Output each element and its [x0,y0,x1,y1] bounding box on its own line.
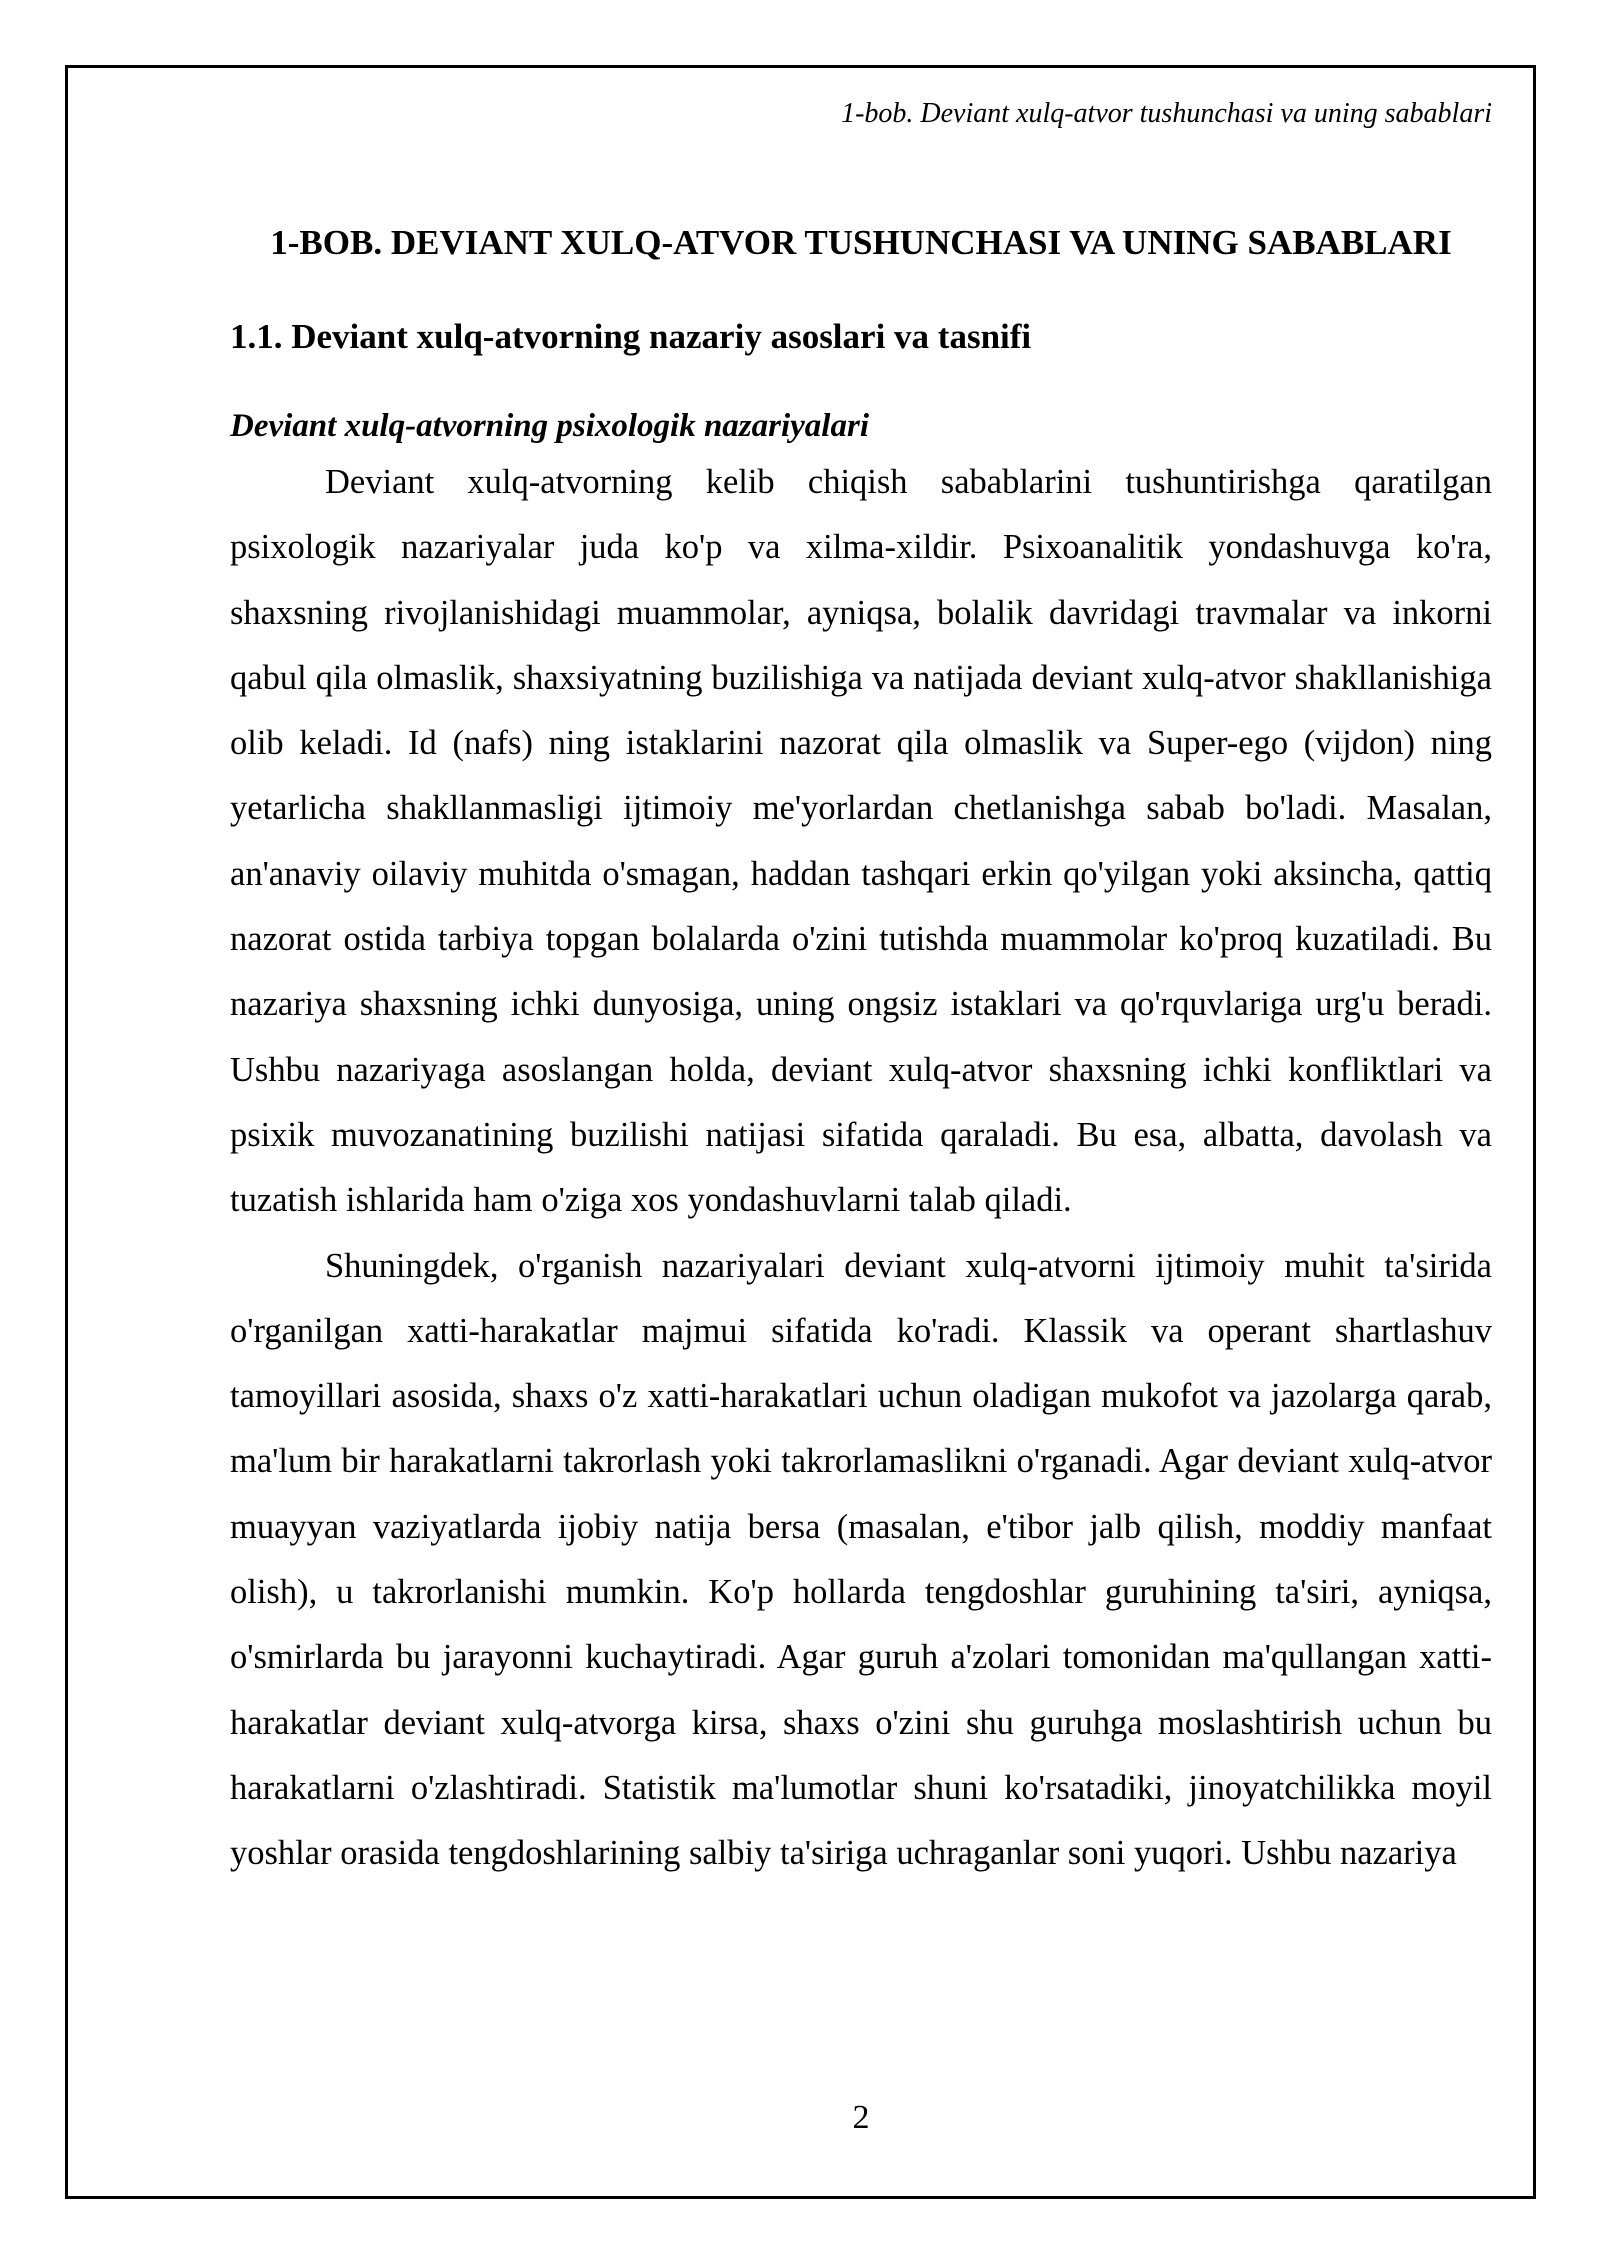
page-content [230,210,1492,1887]
body-paragraph: Deviant xulq-atvorning kelib chiqish sabablarini tushuntirishga qaratilgan psixologik nazariyalar juda ko'p va xilma-xildir. Psixoanalitik yondashuvga ko'ra, shaxsning rivojlanishidagi muammolar, ayniqsa, bolalik davridagi travmalar va inkorni qabul qila olmaslik, shaxsiyatning buzilishiga va natijada deviant xulq-atvor shakllanishiga olib keladi. Id (nafs) ning istaklarini nazorat qila olmaslik va Super-ego (vijdon) ning yetarlicha shakllanmasligi ijtimoiy me'yorlardan chetlanishga sabab bo'ladi. Masalan, an'anaviy oilaviy muhitda o'smagan, haddan tashqari erkin qo'yilgan yoki aksincha, qattiq nazorat ostida tarbiya topgan bolalarda o'zini tutishda muammolar ko'proq kuzatiladi. Bu nazariya shaxsning ichki dunyosiga, uning ongsiz istaklari va qo'rquvlariga urg'u beradi. Ushbu nazariyaga asoslangan holda, deviant xulq-atvor shaxsning ichki konfliktlari va psixik muvozanatining buzilishi natijasi sifatida qaraladi. Bu esa, albatta, davolash va tuzatish ishlarida ham o'ziga xos yondashuvlarni talab qiladi. [230,463,1492,1220]
section-title: 1.1. Deviant xulq-atvorning nazariy asoslari va tasnifi [230,317,1032,356]
subsection-title: Deviant xulq-atvorning psixologik nazariyalari [230,408,869,444]
chapter-title: 1-BOB. DEVIANT XULQ-ATVOR TUSHUNCHASI VA UNING SABABLARI [270,223,1452,262]
page-number: 2 [852,2099,870,2136]
body-paragraph: Shuningdek, o'rganish nazariyalari deviant xulq-atvorni ijtimoiy muhit ta'sirida o'rganilgan xatti-harakatlar majmui sifatida ko'radi. Klassik va operant shartlashuv tamoyillari asosida, shaxs o'z xatti-harakatlari uchun oladigan mukofot va jazolarga qarab, ma'lum bir harakatlarni takrorlash yoki takrorlamaslikni o'rganadi. Agar deviant xulq-atvor muayyan vaziyatlarda ijobiy natija bersa (masalan, e'tibor jalb qilish, moddiy manfaat olish), u takrorlanishi mumkin. Ko'p hollarda tengdoshlar guruhining ta'siri, ayniqsa, o'smirlarda bu jarayonni kuchaytiradi. Agar guruh a'zolari tomonidan ma'qullangan xatti-harakatlar deviant xulq-atvorga kirsa, shaxs o'zini shu guruhga moslashtirish uchun bu harakatlarni o'zlashtiradi. Statistik ma'lumotlar shuni ko'rsatadiki, jinoyatchilikka moyil yoshlar orasida tengdoshlarining salbiy ta'siriga uchraganlar soni yuqori. Ushbu nazariya [230,1246,1492,1873]
running-header: 1-bob. Deviant xulq-atvor tushunchasi va uning sabablari [841,98,1492,129]
